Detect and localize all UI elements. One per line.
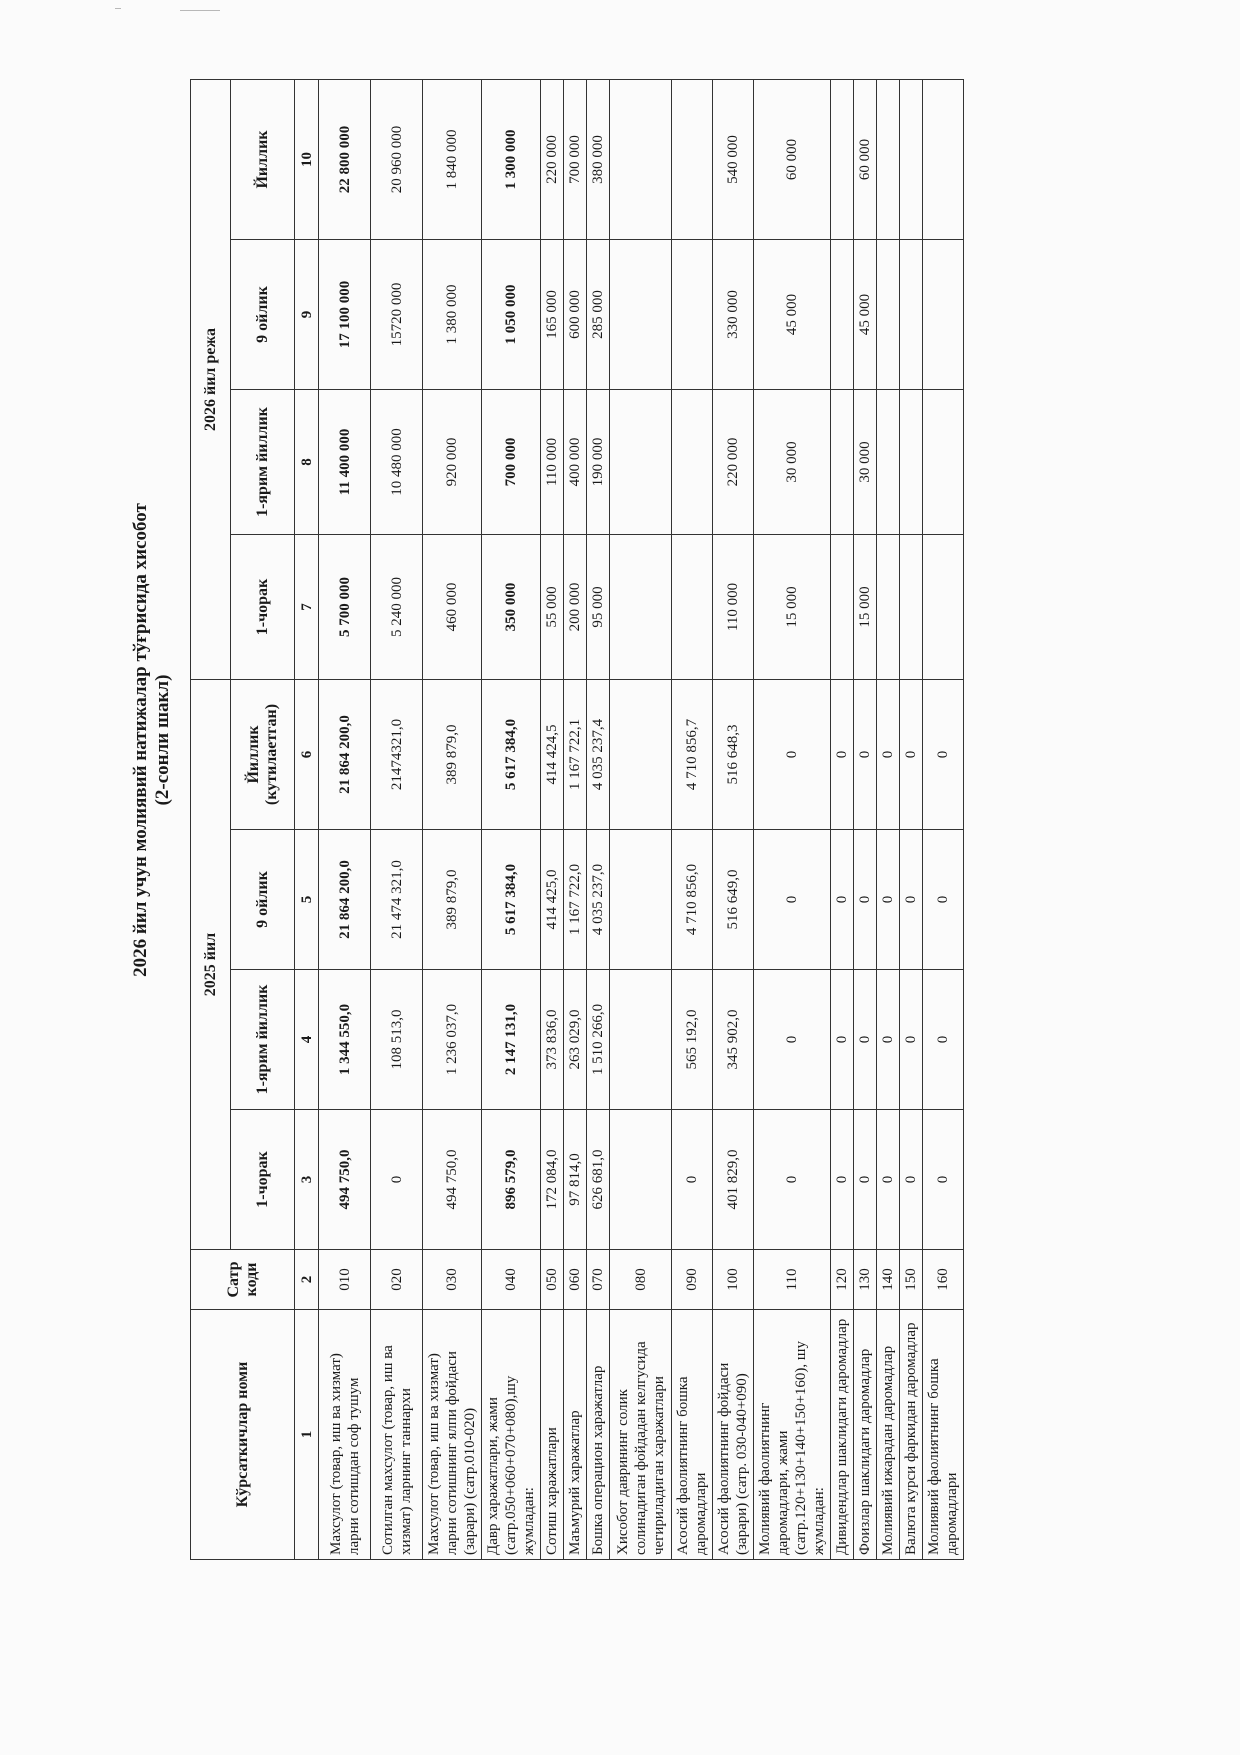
row-value-cell: 0 (754, 680, 831, 830)
row-code: 040 (482, 1250, 541, 1310)
row-value-cell: 400 000 (564, 390, 587, 535)
row-value-cell: 0 (923, 970, 964, 1110)
row-value-cell: 414 425,0 (541, 830, 564, 970)
row-value-cell: 15720 000 (371, 240, 423, 390)
row-indicator-name: Валюта курси фаркидан даромадлар (900, 1310, 923, 1560)
row-value-cell: 1 380 000 (423, 240, 482, 390)
row-value-cell: 1 167 722,0 (564, 830, 587, 970)
row-code: 080 (610, 1250, 672, 1310)
column-number: 7 (295, 535, 319, 680)
row-value-cell: 20 960 000 (371, 80, 423, 240)
row-value-cell: 401 829,0 (713, 1110, 754, 1250)
row-value-cell (900, 390, 923, 535)
row-value-cell: 45 000 (754, 240, 831, 390)
row-value-cell: 55 000 (541, 535, 564, 680)
row-value-cell: 373 836,0 (541, 970, 564, 1110)
table-row (587, 80, 610, 1560)
row-value-cell: 700 000 (564, 80, 587, 240)
row-code: 070 (587, 1250, 610, 1310)
row-value-cell: 30 000 (754, 390, 831, 535)
row-value-cell: 60 000 (854, 80, 877, 240)
row-value-cell: 5 240 000 (371, 535, 423, 680)
row-value-cell: 389 879,0 (423, 830, 482, 970)
row-value-cell: 263 029,0 (564, 970, 587, 1110)
row-value-cell: 350 000 (482, 535, 541, 680)
row-value-cell: 5 617 384,0 (482, 680, 541, 830)
rotated-page-content (100, 0, 1180, 1560)
row-value-cell (672, 80, 713, 240)
row-code: 110 (754, 1250, 831, 1310)
row-value-cell (610, 80, 672, 240)
row-value-cell (831, 535, 854, 680)
row-value-cell: 565 192,0 (672, 970, 713, 1110)
row-value-cell: 0 (831, 1110, 854, 1250)
row-value-cell (831, 80, 854, 240)
row-indicator-name: Асосий фаолиятнинг фойдаси (зарари) (сатр. 030-040+090) (713, 1310, 754, 1560)
row-value-cell: 920 000 (423, 390, 482, 535)
table-row (923, 80, 964, 1560)
row-value-cell: 45 000 (854, 240, 877, 390)
document-title (130, 0, 174, 1560)
header-plan-2026: 2026 йил режа (191, 80, 231, 680)
row-indicator-name: Фоизлар шаклидаги даромадлар (854, 1310, 877, 1560)
row-value-cell: 0 (854, 1110, 877, 1250)
row-value-cell (923, 390, 964, 535)
column-number: 6 (295, 680, 319, 830)
row-value-cell: 1 300 000 (482, 80, 541, 240)
row-value-cell: 11 400 000 (319, 390, 371, 535)
row-value-cell (877, 240, 900, 390)
row-value-cell: 494 750,0 (423, 1110, 482, 1250)
row-value-cell: 17 100 000 (319, 240, 371, 390)
row-value-cell (877, 535, 900, 680)
table-row (319, 80, 371, 1560)
row-value-cell: 414 424,5 (541, 680, 564, 830)
row-value-cell: 220 000 (541, 80, 564, 240)
row-value-cell: 1 344 550,0 (319, 970, 371, 1110)
row-value-cell: 97 814,0 (564, 1110, 587, 1250)
table-row (564, 80, 587, 1560)
row-value-cell: 5 617 384,0 (482, 830, 541, 970)
row-value-cell: 0 (877, 830, 900, 970)
row-value-cell (610, 535, 672, 680)
row-value-cell: 494 750,0 (319, 1110, 371, 1250)
row-value-cell (672, 535, 713, 680)
header-col-2026-q1: 1-чорак (231, 535, 295, 680)
row-indicator-name: Сотилган махсулот (товар, иш ва хизмат) ларнинг таннархи (371, 1310, 423, 1560)
table-row (672, 80, 713, 1560)
row-code: 060 (564, 1250, 587, 1310)
row-value-cell: 330 000 (713, 240, 754, 390)
row-value-cell: 516 648,3 (713, 680, 754, 830)
table-row (754, 80, 831, 1560)
row-value-cell: 21 864 200,0 (319, 830, 371, 970)
row-value-cell (923, 80, 964, 240)
header-col-2026-year: Йиллик (231, 80, 295, 240)
row-value-cell: 1 050 000 (482, 240, 541, 390)
row-value-cell: 285 000 (587, 240, 610, 390)
row-value-cell (610, 970, 672, 1110)
row-code: 150 (900, 1250, 923, 1310)
row-value-cell: 110 000 (713, 535, 754, 680)
row-value-cell: 0 (831, 680, 854, 830)
financial-results-table (190, 79, 964, 1560)
row-code: 140 (877, 1250, 900, 1310)
row-value-cell: 0 (923, 830, 964, 970)
table-row (854, 80, 877, 1560)
row-value-cell (610, 1110, 672, 1250)
row-code: 100 (713, 1250, 754, 1310)
header-col-2025-year: Йиллик (кутилаетган) (231, 680, 295, 830)
column-number: 8 (295, 390, 319, 535)
column-number: 1 (295, 1310, 319, 1560)
row-indicator-name: Давр харажатлари, жами (сатр.050+060+070+080),шу жумладан: (482, 1310, 541, 1560)
column-number: 5 (295, 830, 319, 970)
row-value-cell (877, 80, 900, 240)
row-value-cell: 626 681,0 (587, 1110, 610, 1250)
row-code: 130 (854, 1250, 877, 1310)
header-col-2025-h1: 1-ярим йиллик (231, 970, 295, 1110)
row-value-cell: 0 (900, 830, 923, 970)
row-indicator-name: Махсулот (товар, иш ва хизмат) ларни сотишнинг ялпи фойдаси (зарари) (сатр.010-020) (423, 1310, 482, 1560)
row-value-cell: 1 840 000 (423, 80, 482, 240)
row-value-cell: 95 000 (587, 535, 610, 680)
row-value-cell: 0 (923, 1110, 964, 1250)
row-value-cell (923, 240, 964, 390)
row-indicator-name: Молиявий ижарадан даромадлар (877, 1310, 900, 1560)
row-value-cell: 110 000 (541, 390, 564, 535)
table-row (423, 80, 482, 1560)
table-row (541, 80, 564, 1560)
row-value-cell: 389 879,0 (423, 680, 482, 830)
row-code: 010 (319, 1250, 371, 1310)
header-row-code: Сатр коди (191, 1250, 295, 1310)
row-value-cell: 380 000 (587, 80, 610, 240)
row-indicator-name: Махсулот (товар, иш ва хизмат) ларни сотишдан соф тушум (319, 1310, 371, 1560)
row-indicator-name: Молиявий фаолиятнинг бошка даромадлари (923, 1310, 964, 1560)
row-value-cell: 700 000 (482, 390, 541, 535)
table-row (900, 80, 923, 1560)
title-line-2: (2-сонли шакл) (152, 674, 173, 806)
row-value-cell: 0 (900, 680, 923, 830)
row-value-cell (831, 390, 854, 535)
row-value-cell (672, 240, 713, 390)
row-value-cell: 0 (854, 830, 877, 970)
row-indicator-name: Маъмурий харажатлар (564, 1310, 587, 1560)
row-value-cell: 0 (754, 1110, 831, 1250)
row-value-cell: 21 474 321,0 (371, 830, 423, 970)
row-value-cell: 0 (854, 970, 877, 1110)
row-value-cell: 60 000 (754, 80, 831, 240)
row-value-cell: 1 236 037,0 (423, 970, 482, 1110)
row-value-cell (877, 390, 900, 535)
row-indicator-name: Молиявий фаолиятнинг даромадлари, жами (сатр.120+130+140+150+160), шу жумладан: (754, 1310, 831, 1560)
row-indicator-name: Асосий фаолиятнинг бошка даромадлари (672, 1310, 713, 1560)
row-value-cell: 220 000 (713, 390, 754, 535)
row-value-cell: 15 000 (754, 535, 831, 680)
column-number: 2 (295, 1250, 319, 1310)
row-indicator-name: Хисобот даврининг солик солинадиган фойдадан келгусида чегириладиган харажатлари (610, 1310, 672, 1560)
row-value-cell (672, 390, 713, 535)
row-code: 020 (371, 1250, 423, 1310)
table-body (295, 80, 964, 1560)
table-row (877, 80, 900, 1560)
row-indicator-name: Дивидендлар шаклидаги даромадлар (831, 1310, 854, 1560)
row-value-cell: 30 000 (854, 390, 877, 535)
row-indicator-name: Сотиш харажатлари (541, 1310, 564, 1560)
row-value-cell: 0 (900, 1110, 923, 1250)
row-value-cell: 21 864 200,0 (319, 680, 371, 830)
row-value-cell: 108 513,0 (371, 970, 423, 1110)
row-value-cell: 21474321,0 (371, 680, 423, 830)
row-value-cell: 896 579,0 (482, 1110, 541, 1250)
column-number: 3 (295, 1110, 319, 1250)
column-number: 9 (295, 240, 319, 390)
row-value-cell (900, 240, 923, 390)
header-col-2026-9m: 9 ойлик (231, 240, 295, 390)
column-number: 4 (295, 970, 319, 1110)
row-value-cell: 0 (831, 830, 854, 970)
row-value-cell: 0 (877, 680, 900, 830)
row-value-cell: 2 147 131,0 (482, 970, 541, 1110)
row-value-cell: 0 (877, 1110, 900, 1250)
row-value-cell: 4 710 856,0 (672, 830, 713, 970)
table-row (831, 80, 854, 1560)
row-value-cell: 345 902,0 (713, 970, 754, 1110)
row-value-cell: 4 035 237,0 (587, 830, 610, 970)
header-col-2026-h1: 1-ярим йиллик (231, 390, 295, 535)
row-value-cell: 0 (900, 970, 923, 1110)
row-value-cell: 516 649,0 (713, 830, 754, 970)
row-indicator-name: Бошка операцион харажатлар (587, 1310, 610, 1560)
row-code: 120 (831, 1250, 854, 1310)
row-value-cell: 0 (831, 970, 854, 1110)
row-value-cell (900, 535, 923, 680)
row-value-cell: 460 000 (423, 535, 482, 680)
row-value-cell: 0 (672, 1110, 713, 1250)
row-value-cell: 10 480 000 (371, 390, 423, 535)
row-value-cell: 0 (754, 970, 831, 1110)
row-value-cell: 0 (877, 970, 900, 1110)
header-year-2025: 2025 йил (191, 680, 231, 1250)
row-value-cell: 165 000 (541, 240, 564, 390)
row-value-cell: 200 000 (564, 535, 587, 680)
header-col-2025-9m: 9 ойлик (231, 830, 295, 970)
row-value-cell (831, 240, 854, 390)
table-row (610, 80, 672, 1560)
row-value-cell (923, 535, 964, 680)
row-value-cell: 0 (854, 680, 877, 830)
table-row (713, 80, 754, 1560)
column-number: 10 (295, 80, 319, 240)
row-value-cell: 600 000 (564, 240, 587, 390)
row-value-cell: 0 (371, 1110, 423, 1250)
row-code: 030 (423, 1250, 482, 1310)
table-row (371, 80, 423, 1560)
row-value-cell (610, 830, 672, 970)
row-value-cell (900, 80, 923, 240)
row-value-cell (610, 240, 672, 390)
header-col-2025-q1: 1-чорак (231, 1110, 295, 1250)
row-value-cell: 15 000 (854, 535, 877, 680)
row-value-cell: 0 (754, 830, 831, 970)
row-value-cell: 22 800 000 (319, 80, 371, 240)
row-value-cell: 4 710 856,7 (672, 680, 713, 830)
row-code: 050 (541, 1250, 564, 1310)
row-code: 160 (923, 1250, 964, 1310)
row-value-cell (610, 390, 672, 535)
row-value-cell: 1 510 266,0 (587, 970, 610, 1110)
row-value-cell: 540 000 (713, 80, 754, 240)
title-line-1: 2026 йил учун молиявий натижалар тўғрисида хисобот (130, 503, 151, 977)
table-row (482, 80, 541, 1560)
row-value-cell: 0 (923, 680, 964, 830)
row-value-cell: 4 035 237,4 (587, 680, 610, 830)
row-value-cell (610, 680, 672, 830)
row-value-cell: 190 000 (587, 390, 610, 535)
row-value-cell: 5 700 000 (319, 535, 371, 680)
column-number-row (295, 80, 319, 1560)
header-indicator-name: Кўрсаткичлар номи (191, 1310, 295, 1560)
row-value-cell: 172 084,0 (541, 1110, 564, 1250)
row-value-cell: 1 167 722,1 (564, 680, 587, 830)
row-code: 090 (672, 1250, 713, 1310)
